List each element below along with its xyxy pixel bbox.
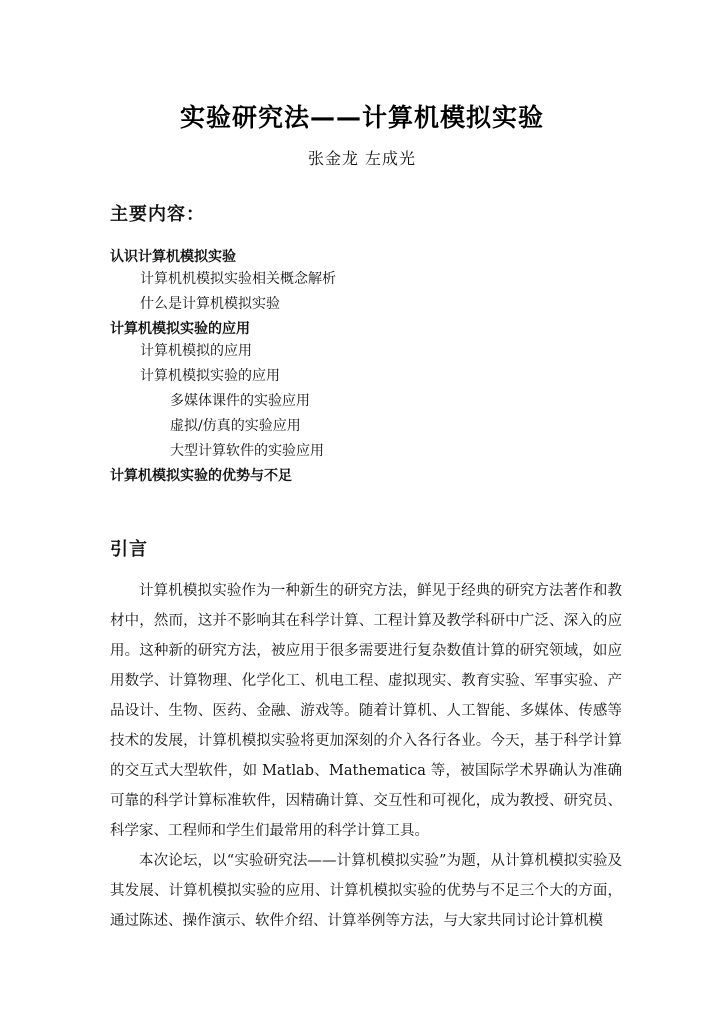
toc-item: 大型计算软件的实验应用 <box>170 443 324 459</box>
body-paragraph: 本次论坛，以“实验研究法——计算机模拟实验”为题，从计算机模拟实验及其发展、计算机模拟实验的应用、计算机模拟实验的优势与不足三个大的方面，通过陈述、操作演示、软件介绍、计算举例等方法，与大家共同讨论计算机模 <box>110 853 622 929</box>
toc-item: 计算机模拟实验的应用 <box>110 321 250 337</box>
table-of-contents <box>110 248 630 489</box>
toc-item: 虚拟/仿真的实验应用 <box>170 418 301 434</box>
toc-item: 计算机模拟实验的优势与不足 <box>110 468 292 484</box>
contents-heading: 主要内容： <box>110 204 205 225</box>
document-title: 实验研究法——计算机模拟实验 <box>179 103 544 132</box>
body-paragraph: 计算机模拟实验作为一种新生的研究方法，鲜见于经典的研究方法著作和教材中，然而，这并不影响其在科学计算、工程计算及教学科研中广泛、深入的应用。这种新的研究方法，被应用于很多需要进行复杂数值计算的研究领域，如应用数学、计算物理、化学化工、机电工程、虚拟现实、教育实验、军事实验、产品设计、生物、医药、金融、游戏等。随着计算机、人工智能、多媒体、传感等技术的发展，计算机模拟实验将更加深刻的介入各行各业。今天，基于科学计算的交互式大型软件，如 Matlab、Mathematica 等，被国际学术界确认为准确可靠的科学计算标准软件，因精确计算、交互性和可视化，成为教授、研究员、科学家、工程师和学生们最常用的科学计算工具。 <box>110 583 622 839</box>
toc-item: 多媒体课件的实验应用 <box>170 393 310 409</box>
toc-item: 什么是计算机模拟实验 <box>140 296 280 312</box>
intro-body <box>110 576 622 936</box>
intro-heading: 引言 <box>110 539 148 560</box>
document-authors: 张金龙 左成光 <box>307 149 417 168</box>
toc-item: 认识计算机模拟实验 <box>110 249 236 265</box>
toc-item: 计算机模拟的应用 <box>140 343 252 359</box>
toc-item: 计算机机模拟实验相关概念解析 <box>140 271 336 287</box>
toc-item: 计算机模拟实验的应用 <box>140 368 280 384</box>
